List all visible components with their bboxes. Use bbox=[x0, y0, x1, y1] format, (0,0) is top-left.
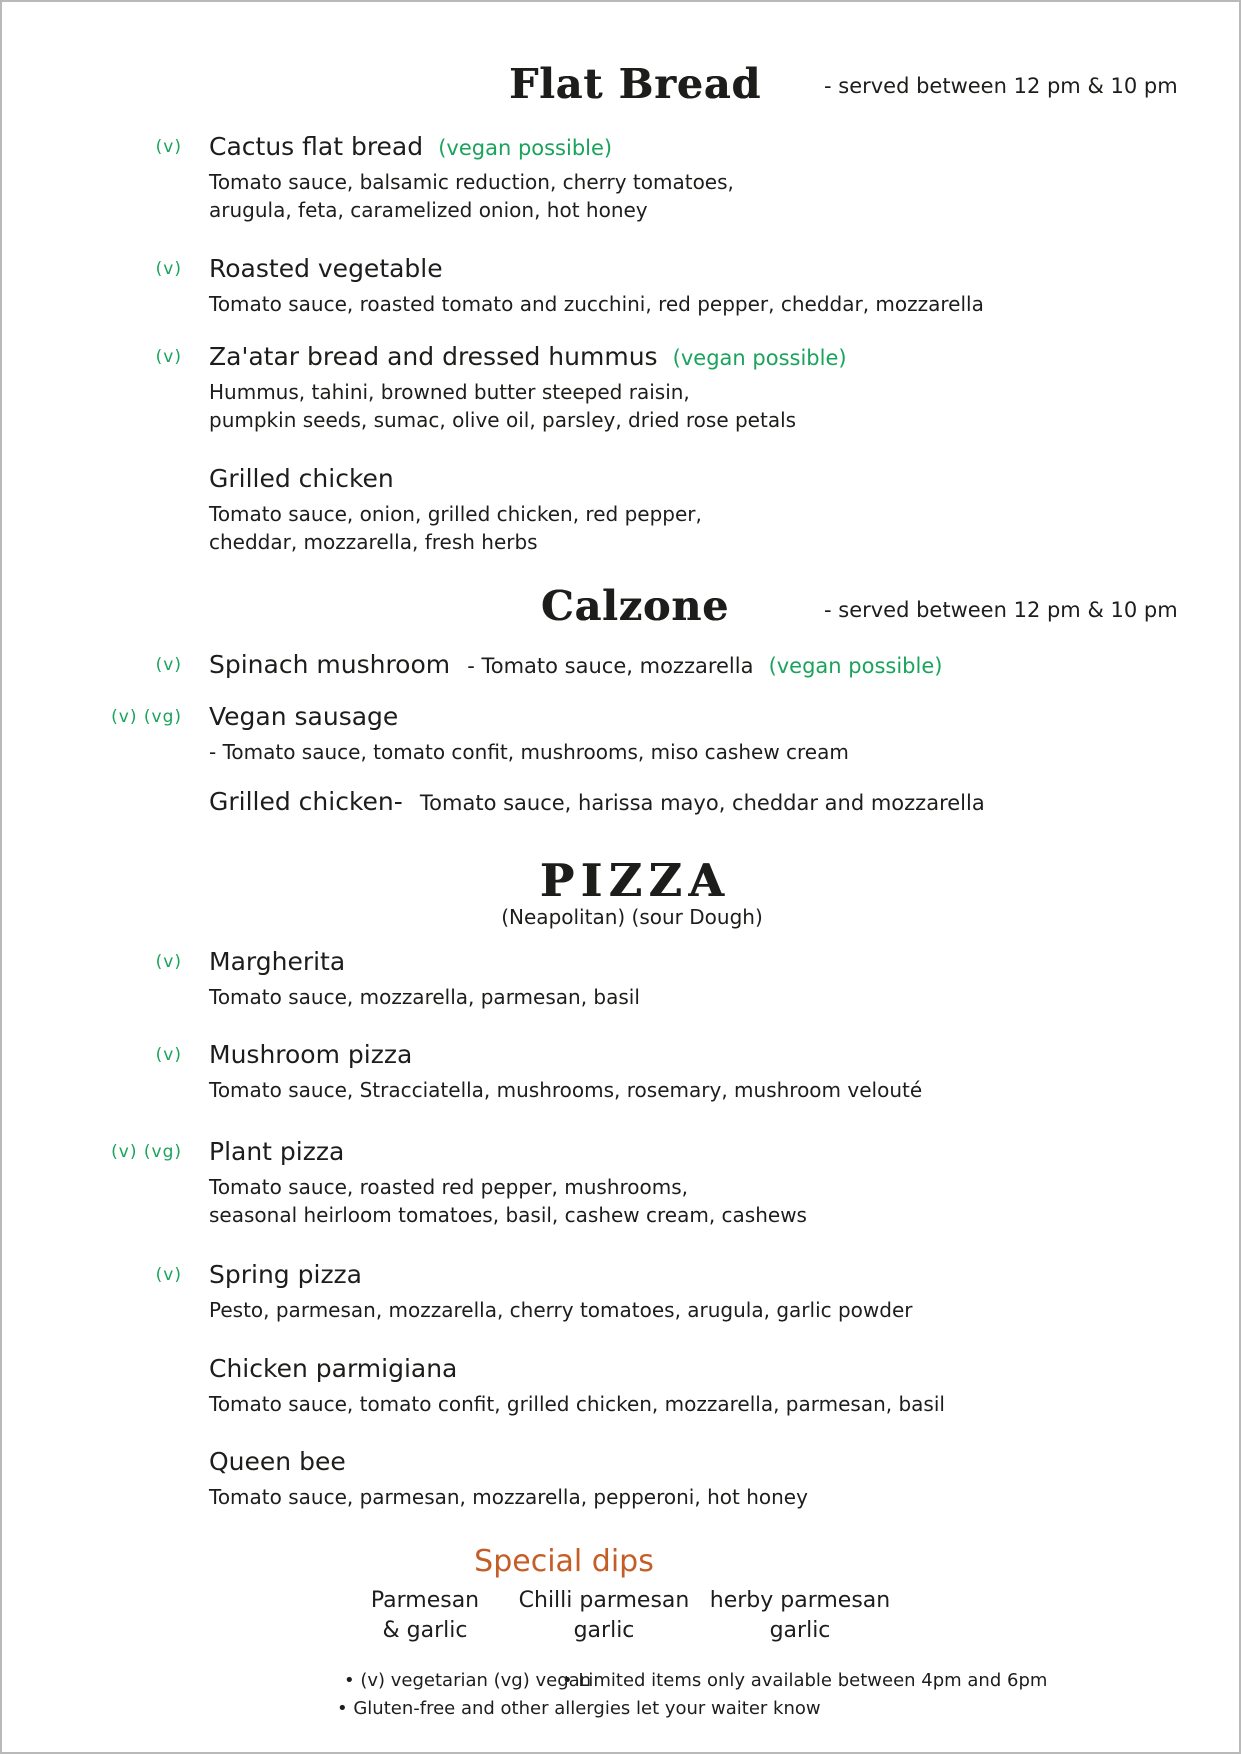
footnote-veg-legend: • (v) vegetarian (vg) vegan bbox=[344, 1670, 592, 1691]
item-desc-line: Tomato sauce, roasted tomato and zucchini, red pepper, cheddar, mozzarella bbox=[209, 292, 984, 316]
item-name-line bbox=[209, 947, 640, 976]
item-name: Grilled chicken bbox=[209, 464, 394, 493]
item-name-line bbox=[209, 1447, 808, 1476]
item-name: Grilled chicken- bbox=[209, 787, 403, 816]
item-name: Za'atar bread and dressed hummus bbox=[209, 342, 658, 371]
item-name-line bbox=[209, 1354, 945, 1383]
vegan-possible-tag: (vegan possible) bbox=[768, 654, 943, 678]
vegetarian-badge: (v) bbox=[155, 259, 182, 279]
vegetarian-badge: (v) bbox=[155, 1045, 182, 1065]
item-name-line bbox=[209, 650, 942, 679]
vegan-possible-tag: (vegan possible) bbox=[438, 136, 613, 160]
item-name-line bbox=[209, 132, 734, 161]
dip-name-line: garlic bbox=[573, 1618, 635, 1643]
item-name: Queen bee bbox=[209, 1447, 346, 1476]
dip-chilli-parmesan-garlic bbox=[519, 1586, 690, 1646]
menu-item-grilled-chicken-flatbread bbox=[209, 464, 702, 556]
item-name: Margherita bbox=[209, 947, 346, 976]
vegetarian-badge: (v) bbox=[155, 1265, 182, 1285]
item-desc-line: Tomato sauce, tomato confit, grilled chicken, mozzarella, parmesan, basil bbox=[209, 1392, 945, 1416]
item-desc-line: Tomato sauce, onion, grilled chicken, red pepper, bbox=[209, 502, 702, 526]
calzone-served-note: - served between 12 pm & 10 pm bbox=[824, 598, 1178, 622]
dip-name-line: Parmesan bbox=[370, 1588, 480, 1613]
item-name-line bbox=[209, 342, 847, 371]
item-name: Mushroom pizza bbox=[209, 1040, 413, 1069]
item-name: Plant pizza bbox=[209, 1137, 345, 1166]
menu-item-zaatar-bread-hummus bbox=[155, 342, 847, 434]
menu-item-margherita bbox=[155, 947, 640, 1011]
item-desc-line: Tomato sauce, balsamic reduction, cherry tomatoes, bbox=[209, 170, 734, 194]
item-desc-line: Tomato sauce, Stracciatella, mushrooms, rosemary, mushroom velouté bbox=[209, 1078, 923, 1102]
pizza-section-subtitle: (Neapolitan) (sour Dough) bbox=[501, 905, 763, 929]
item-name: Cactus flat bread bbox=[209, 132, 424, 161]
item-name-line bbox=[209, 787, 985, 816]
item-inline-desc: Tomato sauce, harissa mayo, cheddar and mozzarella bbox=[419, 791, 985, 815]
menu-item-roasted-vegetable bbox=[155, 254, 984, 318]
item-name: Chicken parmigiana bbox=[209, 1354, 458, 1383]
menu-item-plant-pizza bbox=[111, 1137, 807, 1229]
item-desc-line: cheddar, mozzarella, fresh herbs bbox=[209, 530, 538, 554]
dip-herby-parmesan-garlic bbox=[710, 1586, 890, 1646]
flat-bread-served-note: - served between 12 pm & 10 pm bbox=[824, 74, 1178, 98]
item-desc-line: Hummus, tahini, browned butter steeped raisin, bbox=[209, 380, 690, 404]
item-name-line bbox=[209, 254, 984, 283]
item-desc-line: pumpkin seeds, sumac, olive oil, parsley, dried rose petals bbox=[209, 408, 797, 432]
vegetarian-badge: (v) bbox=[155, 655, 182, 675]
item-name: Spinach mushroom bbox=[209, 650, 451, 679]
menu-item-vegan-sausage bbox=[111, 702, 849, 766]
dip-name-line: Chilli parmesan bbox=[518, 1588, 690, 1613]
item-desc-line: Tomato sauce, parmesan, mozzarella, pepperoni, hot honey bbox=[209, 1485, 808, 1509]
dip-parmesan-garlic bbox=[371, 1586, 479, 1646]
footnote-limited-items: • Limited items only available between 4pm and 6pm bbox=[562, 1670, 1048, 1691]
flat-bread-section-title: Flat Bread bbox=[508, 60, 762, 108]
item-name-line bbox=[209, 464, 702, 493]
item-name: Vegan sausage bbox=[209, 702, 399, 731]
menu-item-chicken-parmigiana bbox=[209, 1354, 945, 1418]
pizza-section-title: PIZZA bbox=[539, 854, 731, 907]
menu-item-mushroom-pizza bbox=[155, 1040, 923, 1104]
item-name: Roasted vegetable bbox=[209, 254, 443, 283]
menu-item-cactus-flat-bread bbox=[155, 132, 734, 224]
vegetarian-badge: (v) bbox=[155, 952, 182, 972]
dip-name-line: garlic bbox=[769, 1618, 831, 1643]
calzone-section-title: Calzone bbox=[540, 582, 730, 630]
vegetarian-badge: (v) bbox=[155, 347, 182, 367]
item-name: Spring pizza bbox=[209, 1260, 363, 1289]
item-name-line bbox=[209, 1260, 913, 1289]
vegetarian-vegan-badges: (v) (vg) bbox=[111, 707, 182, 727]
footnote-allergies: • Gluten-free and other allergies let your waiter know bbox=[337, 1698, 821, 1719]
special-dips-title: Special dips bbox=[474, 1544, 654, 1579]
item-desc-line: arugula, feta, caramelized onion, hot honey bbox=[209, 198, 648, 222]
item-inline-desc: - Tomato sauce, mozzarella bbox=[467, 654, 754, 678]
vegetarian-vegan-badges: (v) (vg) bbox=[111, 1142, 182, 1162]
dip-name-line: herby parmesan bbox=[709, 1588, 891, 1613]
vegan-possible-tag: (vegan possible) bbox=[672, 346, 847, 370]
item-name-line bbox=[209, 1040, 922, 1069]
item-desc-line: - Tomato sauce, tomato confit, mushrooms, miso cashew cream bbox=[209, 740, 849, 764]
item-name-line bbox=[209, 1137, 807, 1166]
dip-name-line: & garlic bbox=[382, 1618, 468, 1643]
item-desc-line: seasonal heirloom tomatoes, basil, cashew cream, cashews bbox=[209, 1203, 807, 1227]
item-desc-line: Pesto, parmesan, mozzarella, cherry tomatoes, arugula, garlic powder bbox=[209, 1298, 913, 1322]
item-desc-line: Tomato sauce, mozzarella, parmesan, basil bbox=[209, 985, 640, 1009]
vegetarian-badge: (v) bbox=[155, 137, 182, 157]
menu-item-spring-pizza bbox=[155, 1260, 913, 1324]
menu-item-queen-bee bbox=[209, 1447, 808, 1511]
menu-item-grilled-chicken-calzone bbox=[209, 787, 985, 823]
item-desc-line: Tomato sauce, roasted red pepper, mushrooms, bbox=[209, 1175, 689, 1199]
item-name-line bbox=[209, 702, 849, 731]
menu-item-spinach-mushroom bbox=[155, 650, 943, 686]
